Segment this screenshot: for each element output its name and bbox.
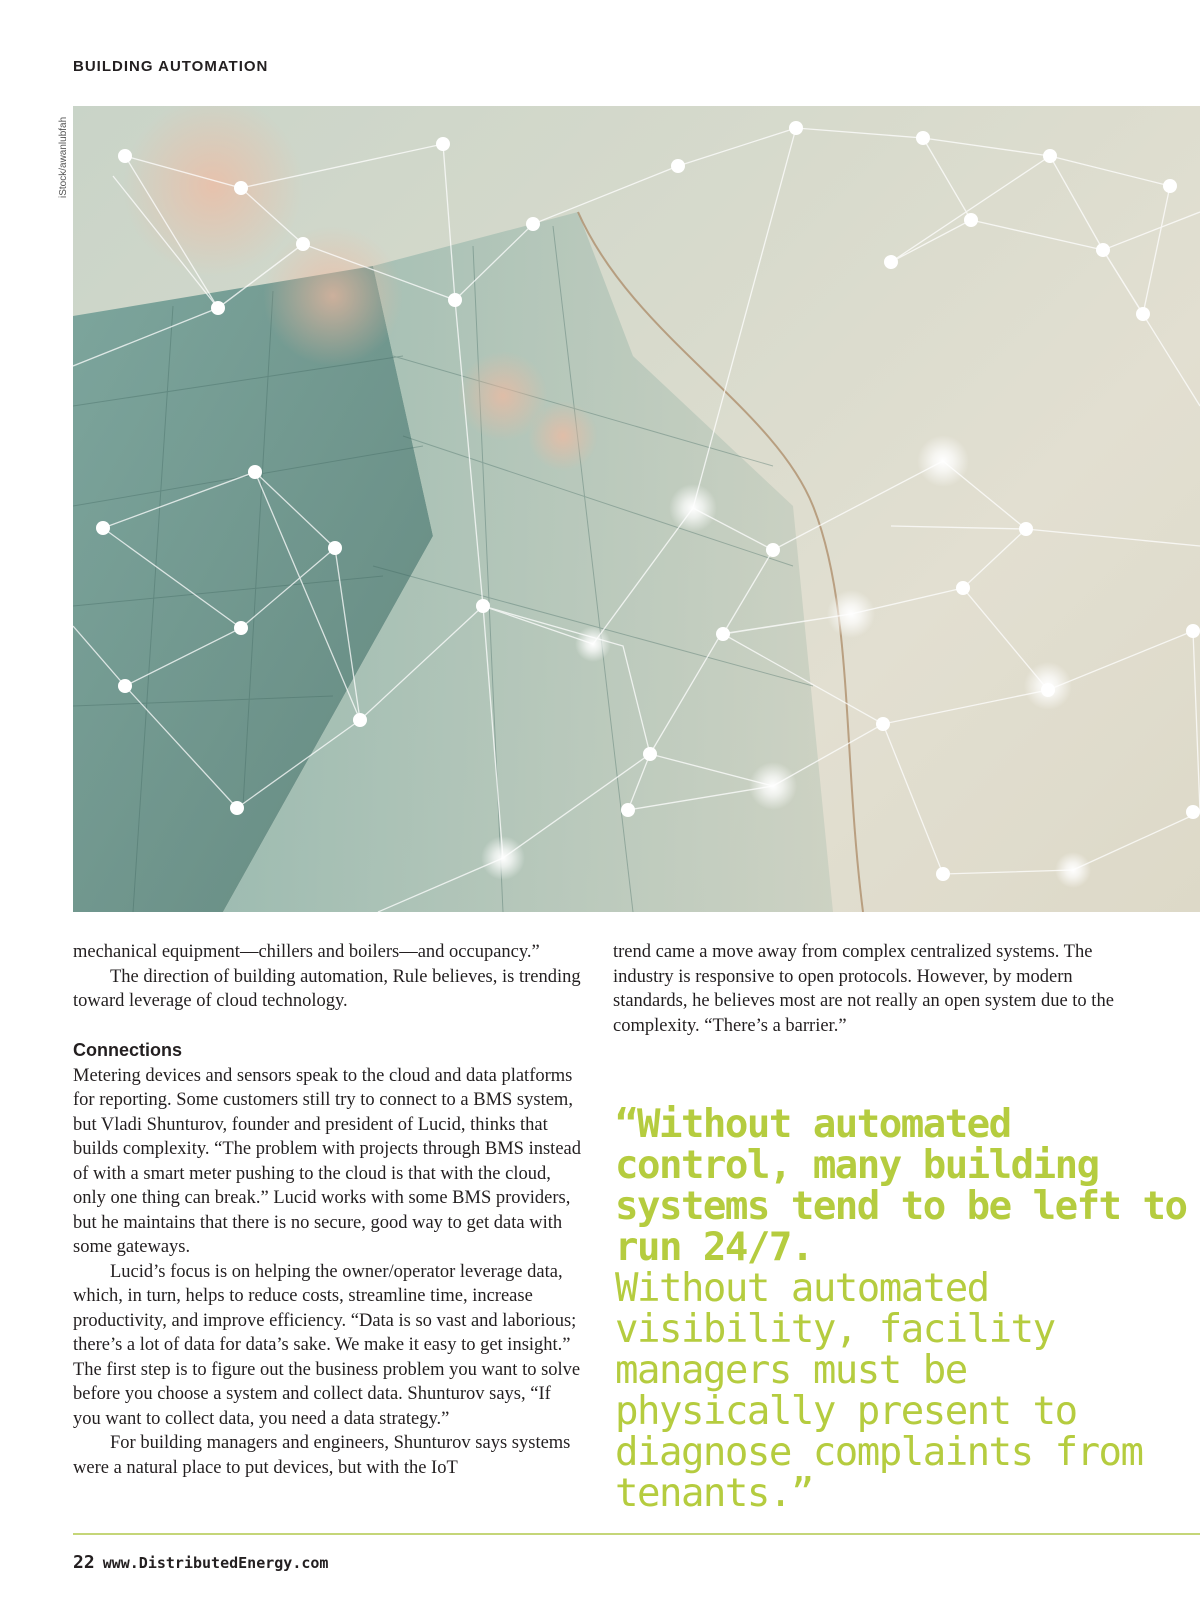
section-label: BUILDING AUTOMATION (73, 58, 269, 75)
body-paragraph: mechanical equipment—chillers and boilers—and occupancy.” (73, 942, 540, 962)
page-footer (73, 1552, 328, 1573)
footer-rule (73, 1533, 1200, 1535)
body-paragraph: The direction of building automation, Rule believes, is trending toward leverage of cloud technology. (73, 966, 581, 1011)
hero-image (73, 106, 1200, 912)
photo-credit: iStock/awanlubfah (58, 116, 69, 198)
footer-url[interactable]: www.DistributedEnergy.com (102, 1554, 329, 1572)
subheading-connections: Connections (73, 1039, 183, 1060)
left-column (73, 940, 581, 1480)
page-number: 22 (73, 1552, 95, 1573)
body-paragraph: trend came a move away from complex centralized systems. The industry is responsive to open protocols. However, by modern standards, he believes most are not really an open system due to the complexity. “There’s a barrier.” (613, 942, 1114, 1036)
body-paragraph: Lucid’s focus is on helping the owner/operator leverage data, which, in turn, helps to reduce costs, streamline time, increase productivity, and improve efficiency. “Data is so vast and laborious; there’s a lot of data for data’s sake. We make it easy to get insight.” The first step is to figure out the business problem you want to solve before you choose a system and collect data. Shunturov says, “If you want to collect data, you need a data strategy.” (73, 1261, 581, 1429)
body-paragraph: Metering devices and sensors speak to the cloud and data platforms for reporting. Some customers still try to connect to a BMS system, but Vladi Shunturov, founder and president of Lucid, thinks that builds complexity. “The problem with projects through BMS instead of with a smart meter pushing to the cloud is that with the cloud, only one thing can break.” Lucid works with some BMS providers, but he maintains that there is no secure, good way to get data with some gateways. (73, 1065, 581, 1257)
pull-quote-bold: “Without automated control, many building systems tend to be left to run 24/7. (615, 1102, 1187, 1270)
pull-quote-light: Without automated visibility, facility managers must be physically present to diagnose complaints from tenants.” (615, 1266, 1143, 1516)
body-paragraph: For building managers and engineers, Shunturov says systems were a natural place to put devices, but with the IoT (73, 1433, 571, 1478)
right-column (613, 940, 1133, 1038)
building-network-illustration (73, 106, 1200, 912)
pull-quote (615, 1104, 1200, 1514)
